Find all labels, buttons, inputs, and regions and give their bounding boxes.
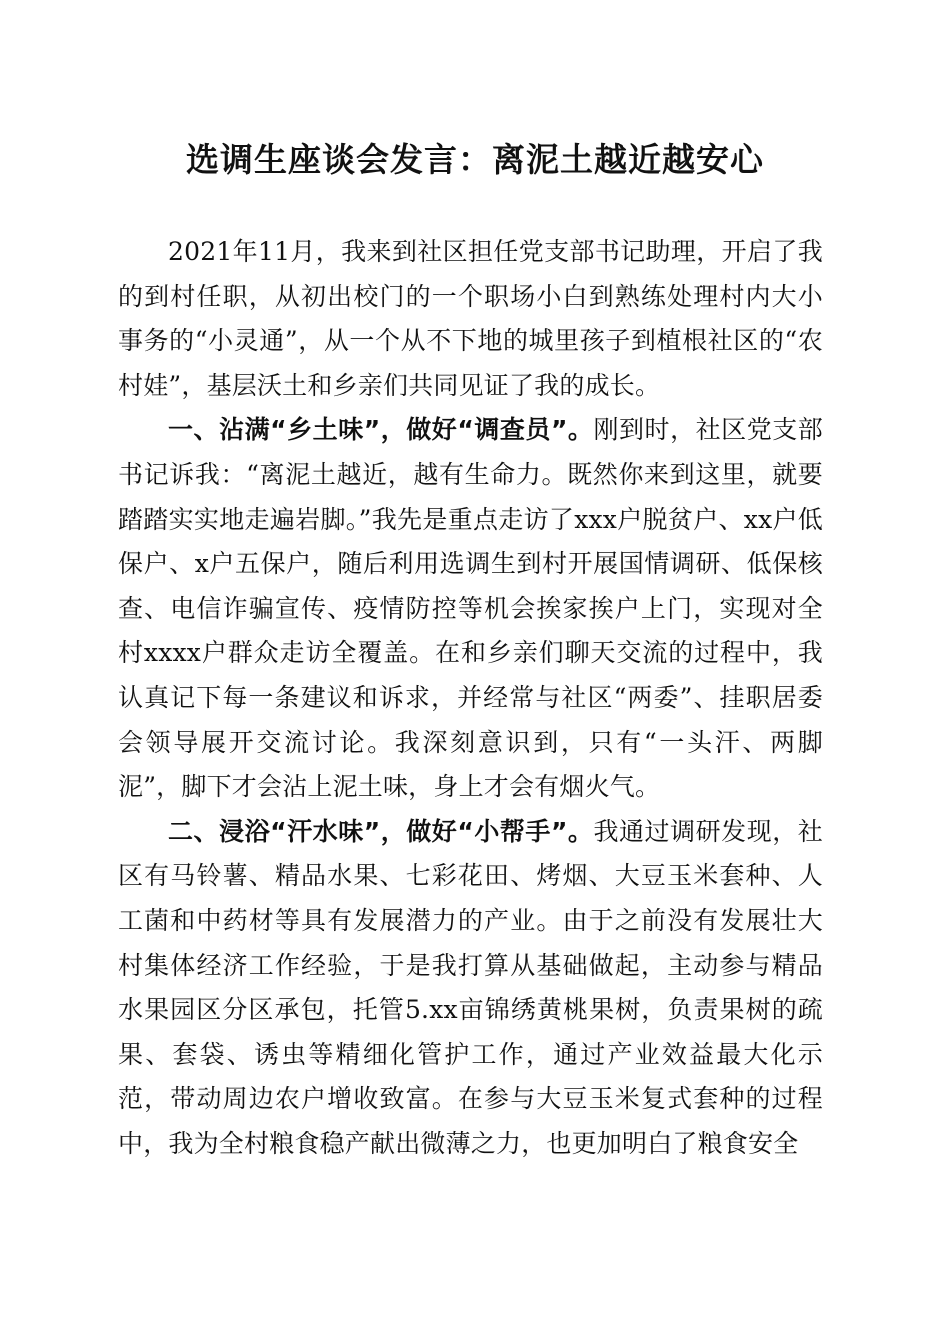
section-heading-1: 一、沾满“乡土味”，做好“调查员”。 [168,415,594,445]
paragraph-intro [118,230,823,408]
paragraph-section-1 [118,408,823,809]
paragraph-section-2 [118,810,823,1167]
paragraph-text: 2021年11月，我来到社区担任党支部书记助理，开启了我的到村任职，从初出校门的一个职场小白到熟练处理村内大小事务的“小灵通”，从一个从不下地的城里孩子到植根社区的“农村娃”，基层沃土和乡亲们共同见证了我的成长。 [118,237,823,400]
paragraph-text: 刚到时，社区党支部书记诉我：“离泥土越近，越有生命力。既然你来到这里，就要踏踏实实地走遍岩脚。”我先是重点走访了xxx户脱贫户、xx户低保户、x户五保户，随后利用选调生到村开展国情调研、低保核查、电信诈骗宣传、疫情防控等机会挨家挨户上门，实现对全村xxxx户群众走访全覆盖。在和乡亲们聊天交流的过程中，我认真记下每一条建议和诉求，并经常与社区“两委”、挂职居委会领导展开交流讨论。我深刻意识到，只有“一头汗、两脚泥”，脚下才会沾上泥土味，身上才会有烟火气。 [118,415,823,802]
paragraph-text: 我通过调研发现，社区有马铃薯、精品水果、七彩花田、烤烟、大豆玉米套种、人工菌和中药材等具有发展潜力的产业。由于之前没有发展壮大村集体经济工作经验，于是我打算从基础做起，主动参与精品水果园区分区承包，托管5.xx亩锦绣黄桃果树，负责果树的疏果、套袋、诱虫等精细化管护工作，通过产业效益最大化示范，带动周边农户增收致富。在参与大豆玉米复式套种的过程中，我为全村粮食稳产献出微薄之力，也更加明白了粮食安全 [118,816,823,1158]
section-heading-2: 二、浸浴“汗水味”，做好“小帮手”。 [168,816,594,846]
document-body [118,230,823,1166]
document-title: 选调生座谈会发言：离泥土越近越安心 [186,140,764,179]
